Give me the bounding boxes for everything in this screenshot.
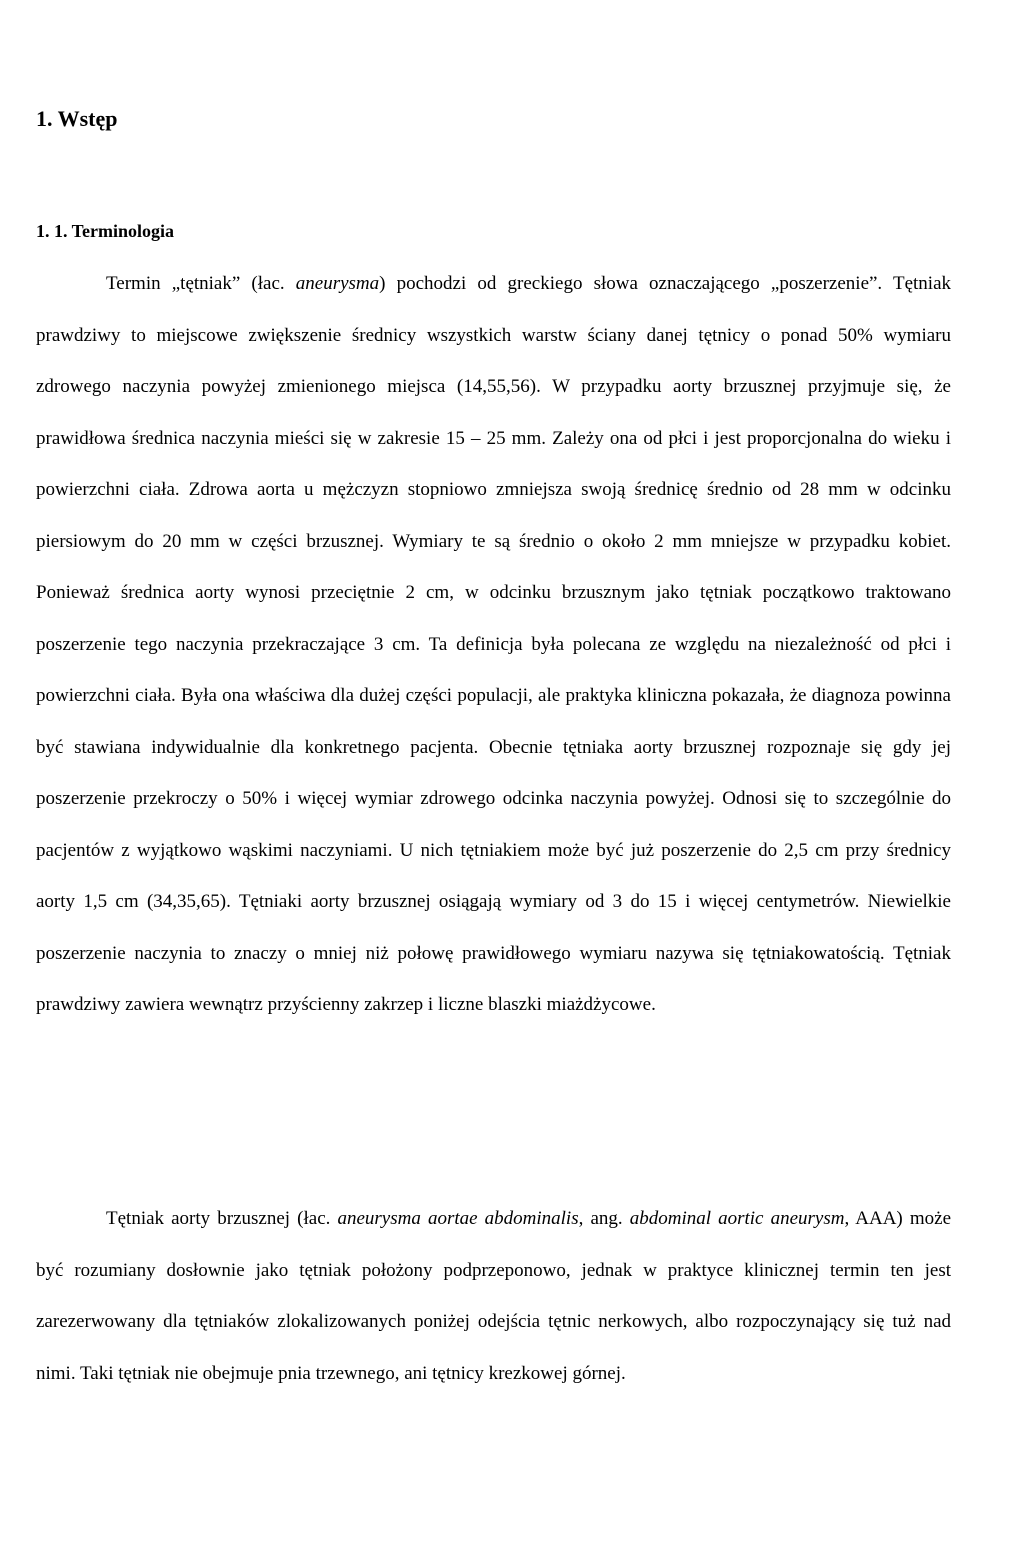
paragraph2-text-2: , ang.: [578, 1208, 630, 1229]
paragraph1-italic-term: aneurysma: [295, 273, 380, 294]
paragraph2-text-3: , AAA) może być rozumiany dosłownie jako tętniak położony podprzeponowo, jednak w praktyce klinicznej termin ten jest zarezerwowany dla tętniaków zlokalizowanych poniżej odejścia tętnic nerkowych, albo rozpoczynający się tuż nad nimi. Taki tętniak nie obejmuje pnia trzewnego, ani tętnicy krezkowej górnej.: [36, 1208, 951, 1384]
paragraph1-text-2: ) pochodzi od greckiego słowa oznaczającego „poszerzenie”. Tętniak prawdziwy to miejscowe zwiększenie średnicy wszystkich warstw ściany danej tętnicy o ponad 50% wymiaru zdrowego naczynia powyżej zmienionego miejsca (14,55,56). W przypadku aorty brzusznej przyjmuje się, że prawidłowa średnica naczynia mieści się w zakresie 15 – 25 mm. Zależy ona od płci i jest proporcjonalna do wieku i powierzchni ciała. Zdrowa aorta u mężczyzn stopniowo zmniejsza swoją średnicę średnio od 28 mm w odcinku piersiowym do 20 mm w części brzusznej. Wymiary te są średnio o około 2 mm mniejsze w przypadku kobiet. Ponieważ średnica aorty wynosi przeciętnie 2 cm, w odcinku brzusznym jako tętniak początkowo traktowano poszerzenie tego naczynia przekraczające 3 cm. Ta definicja była polecana ze względu na niezależność od płci i powierzchni ciała. Była ona właściwa dla dużej części populacji, ale praktyka kliniczna pokazała, że diagnoza powinna być stawiana indywidualnie dla konkretnego pacjenta. Obecnie tętniaka aorty brzusznej rozpoznaje się gdy jej poszerzenie przekroczy o 50% i więcej wymiar zdrowego odcinka naczynia powyżej. Odnosi się to szczególnie do pacjentów z wyjątkowo wąskimi naczyniami. U nich tętniakiem może być już poszerzenie do 2,5 cm przy średnicy aorty 1,5 cm (34,35,65). Tętniaki aorty brzusznej osiągają wymiary od 3 do 15 i więcej centymetrów. Niewielkie poszerzenie naczynia to znaczy o mniej niż połowę prawidłowego wymiaru nazywa się tętniakowatością. Tętniak prawdziwy zawiera wewnątrz przyścienny zakrzep i liczne blaszki miażdżycowe.: [36, 273, 951, 1015]
section-heading: 1. Wstęp: [36, 106, 118, 131]
paragraph1-text-1: Termin „tętniak” (łac.: [106, 273, 296, 294]
paragraph-terminology: [36, 258, 951, 1031]
paragraph2-text-1: Tętniak aorty brzusznej (łac.: [106, 1208, 338, 1229]
paragraph2-italic-english: abdominal aortic aneurysm: [629, 1208, 845, 1229]
paragraph-aaa-definition: [36, 1193, 951, 1399]
paragraph2-italic-latin: aneurysma aortae abdominalis: [337, 1208, 579, 1229]
subsection-heading: 1. 1. Terminologia: [36, 221, 175, 241]
